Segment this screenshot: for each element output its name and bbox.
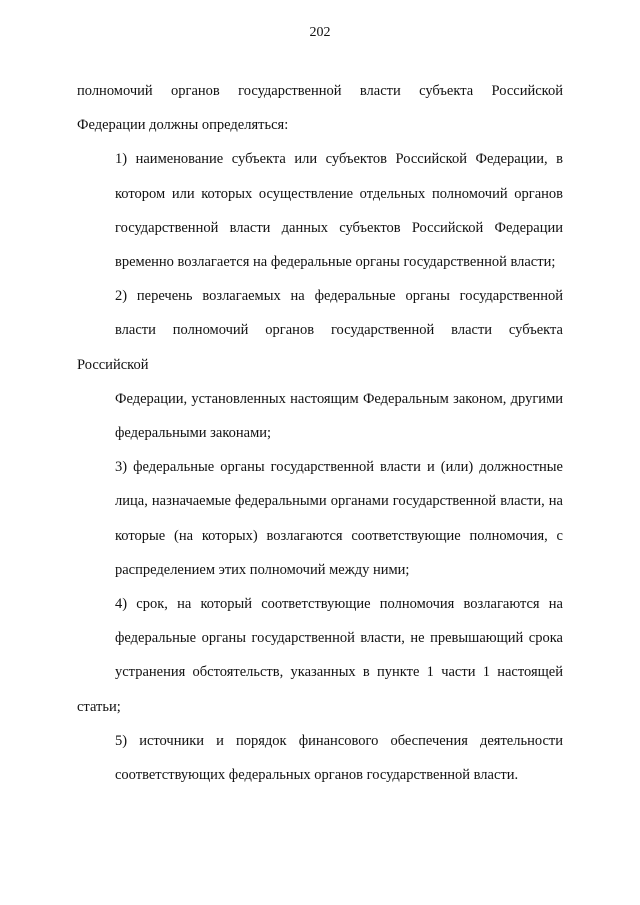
text-line: временно возлагается на федеральные органы государственной власти; [115, 254, 556, 271]
page-number: 202 [309, 25, 331, 40]
text-line: котором или которых осуществление отдельных полномочий органов [115, 185, 563, 202]
text-line: распределением этих полномочий между ними; [115, 561, 410, 578]
text-line: власти полномочий органов государственной власти субъекта Российской [77, 322, 563, 373]
text-line: федеральные органы государственной власти, не превышающий срока [115, 630, 563, 647]
text-line: Федерации, установленных настоящим Федеральным законом, другими [115, 390, 563, 407]
text-line: федеральными законами; [115, 425, 272, 442]
text-line: лица, назначаемые федеральными органами государственной власти, на [115, 493, 563, 510]
paragraph-2 [77, 142, 563, 279]
text-line: соответствующих федеральных органов государственной власти. [115, 767, 519, 784]
text-line: 3) федеральные органы государственной власти и (или) должностные [115, 459, 563, 476]
text-line: 5) источники и порядок финансового обеспечения деятельности [115, 732, 563, 749]
paragraph-1 [77, 74, 563, 142]
text-line: 4) срок, на который соответствующие полномочия возлагаются на [115, 596, 563, 613]
text-line: 1) наименование субъекта или субъектов Российской Федерации, в [115, 151, 563, 168]
paragraph-4 [77, 450, 563, 587]
text-line: устранения обстоятельств, указанных в пункте 1 части 1 настоящей статьи; [77, 664, 563, 715]
paragraph-3 [77, 279, 563, 450]
paragraph-5 [77, 587, 563, 724]
body-text [77, 74, 563, 792]
text-line: Федерации должны определяться: [77, 117, 289, 134]
paragraph-6 [77, 724, 563, 792]
text-line: которые (на которых) возлагаются соответствующие полномочия, с [115, 527, 563, 544]
text-line: полномочий органов государственной власти субъекта Российской [77, 83, 563, 99]
text-line: государственной власти данных субъектов Российской Федерации [115, 219, 563, 236]
text-line: 2) перечень возлагаемых на федеральные органы государственной [115, 288, 563, 305]
